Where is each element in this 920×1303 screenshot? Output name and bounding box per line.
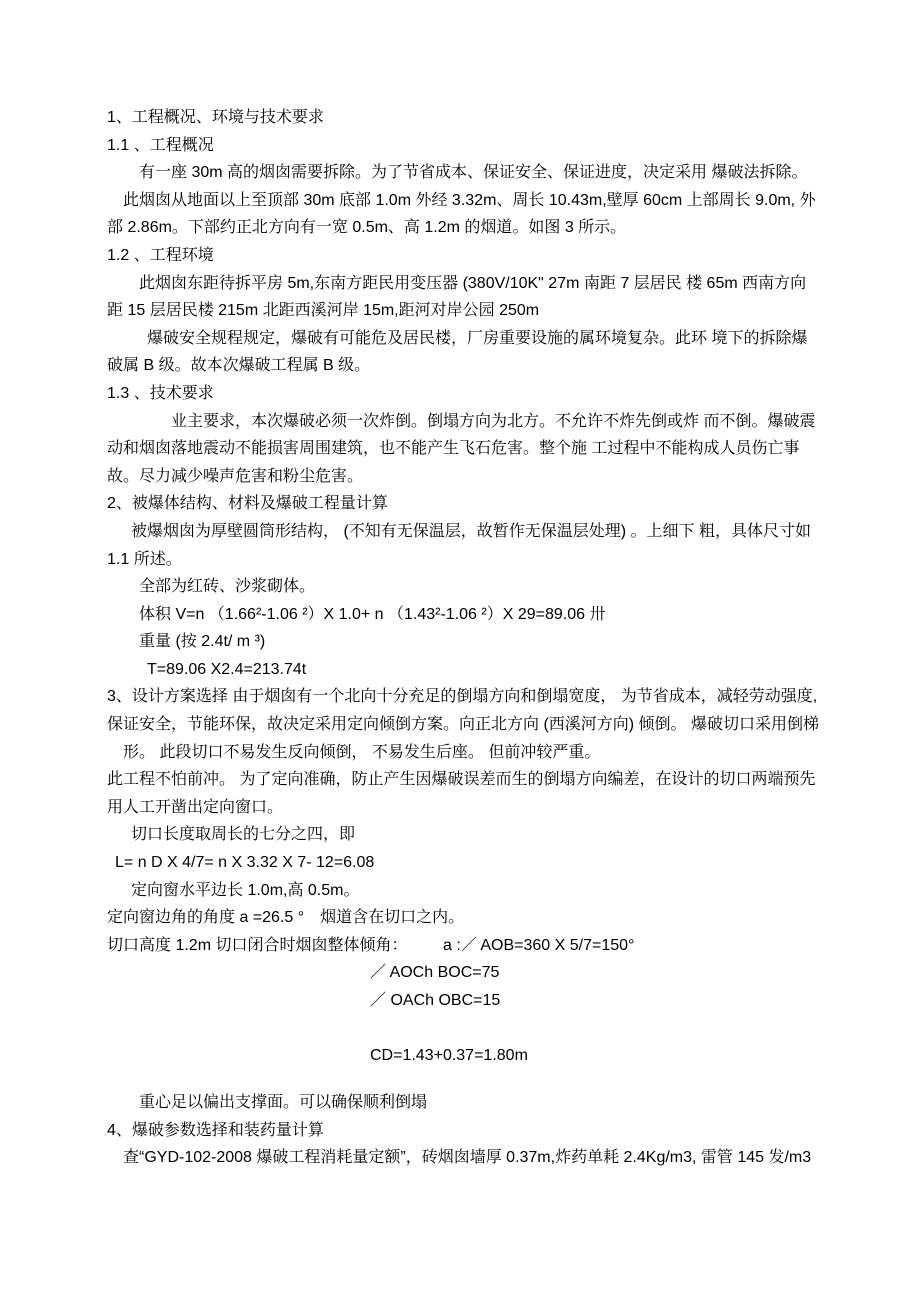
formula-line: 重量 (按 2.4t/ m ³) — [139, 633, 266, 651]
formula-line: T=89.06 X2.4=213.74t — [147, 660, 307, 678]
paragraph: 定向窗水平边长 1.0m,高 0.5m。 — [131, 881, 360, 899]
section-heading: 1.3 、技术要求 — [107, 384, 214, 402]
paragraph: 保证安全，节能环保，故决定采用定向倾倒方案。向正北方向 (西溪河方向) 倾倒。 爆破切口采用倒梯形。 此段切口不易发生反向倾倒， 不易发生后座。 但前冲较严重。 — [107, 716, 819, 761]
formula-line: CD=1.43+0.37=1.80m — [370, 1046, 528, 1064]
formula-line: 切口高度 1.2m 切口闭合时烟囱整体倾角： a :／ AOB=360 X 5/7=150° — [107, 936, 635, 954]
paragraph: 有一座 30m 高的烟囱需要拆除。为了节省成本、保证安全、保证进度，决定采用 爆破法拆除。 — [139, 164, 808, 182]
section-heading: 1.1 、工程概况 — [107, 136, 214, 154]
paragraph: 被爆烟囱为厚壁圆筒形结构， (不知有无保温层，故暂作无保温层处理) 。上细下 粗，具体尺寸如 1.1 所述。 — [107, 522, 816, 568]
section-heading: 4、爆破参数选择和装药量计算 — [107, 1121, 324, 1139]
section-heading: 2、被爆体结构、材料及爆破工程量计算 — [107, 495, 388, 513]
paragraph: 全部为红砖、沙浆砌体。 — [139, 578, 316, 596]
formula-line: L= n D X 4/7= n X 3.32 X 7- 12=6.08 — [115, 854, 375, 872]
formula-line: ／ AOCh BOC=75 — [370, 964, 500, 982]
paragraph: 查“GYD-102-2008 爆破工程消耗量定额”，砖烟囱墙厚 0.37m,炸药单耗 2.4Kg/m3, 雷管 145 发/m3 — [123, 1149, 812, 1167]
paragraph: 此工程不怕前冲。 为了定向准确，防止产生因爆破误差而生的倒塌方向编差，在设计的切口两端预先 用人工开凿出定向窗口。 — [107, 771, 820, 816]
paragraph: 3、设计方案选择 由于烟囱有一个北向十分充足的倒塌方向和倒塌宽度， 为节省成本，减轻劳动强度, — [107, 688, 818, 706]
paragraph: 定向窗边角的角度 a =26.5 ° 烟道含在切口之内。 — [107, 909, 465, 927]
formula-line: 体积 V=n （1.66²-1.06 ²）X 1.0+ n （1.43²-1.06 ²）X 29=89.06 卅 — [139, 605, 606, 623]
paragraph: 重心足以偏出支撑面。可以确保顺利倒塌 — [139, 1094, 428, 1112]
paragraph: 切口长度取周长的七分之四，即 — [131, 826, 356, 844]
section-heading: 1.2 、工程环境 — [107, 246, 214, 264]
paragraph: 业主要求，本次爆破必须一次炸倒。倒塌方向为北方。不允许不炸先倒或炸 而不倒。爆破震动和烟囱落地震动不能损害周围建筑，也不能产生飞石危害。整个施 工过程中不能构成人员伤亡事故。尽力减少噪声危害和粉尘危害。 — [107, 412, 816, 485]
paragraph: 爆破安全规程规定，爆破有可能危及居民楼，厂房重要设施的属环境复杂。此环 境下的拆除爆破属 B 级。故本次爆破工程属 B 级。 — [107, 329, 808, 375]
paragraph: 此烟囱从地面以上至顶部 30m 底部 1.0m 外经 3.32m、周长 10.43m,壁厚 60cm 上部周长 9.0m, 外部 2.86m。下部约正北方向有一宽 0.5m、高 1.2m 的烟道。如图 3 所示。 — [107, 191, 816, 237]
section-heading: 1、工程概况、环境与技术要求 — [107, 109, 324, 126]
formula-line: ／ OACh OBC=15 — [370, 992, 501, 1009]
paragraph: 此烟囱东距待拆平房 5m,东南方距民用变压器 (380V/10K" 27m 南距 7 层居民 楼 65m 西南方向距 15 层居民楼 215m 北距西溪河岸 15m,距河对岸公园 250m — [107, 274, 807, 320]
